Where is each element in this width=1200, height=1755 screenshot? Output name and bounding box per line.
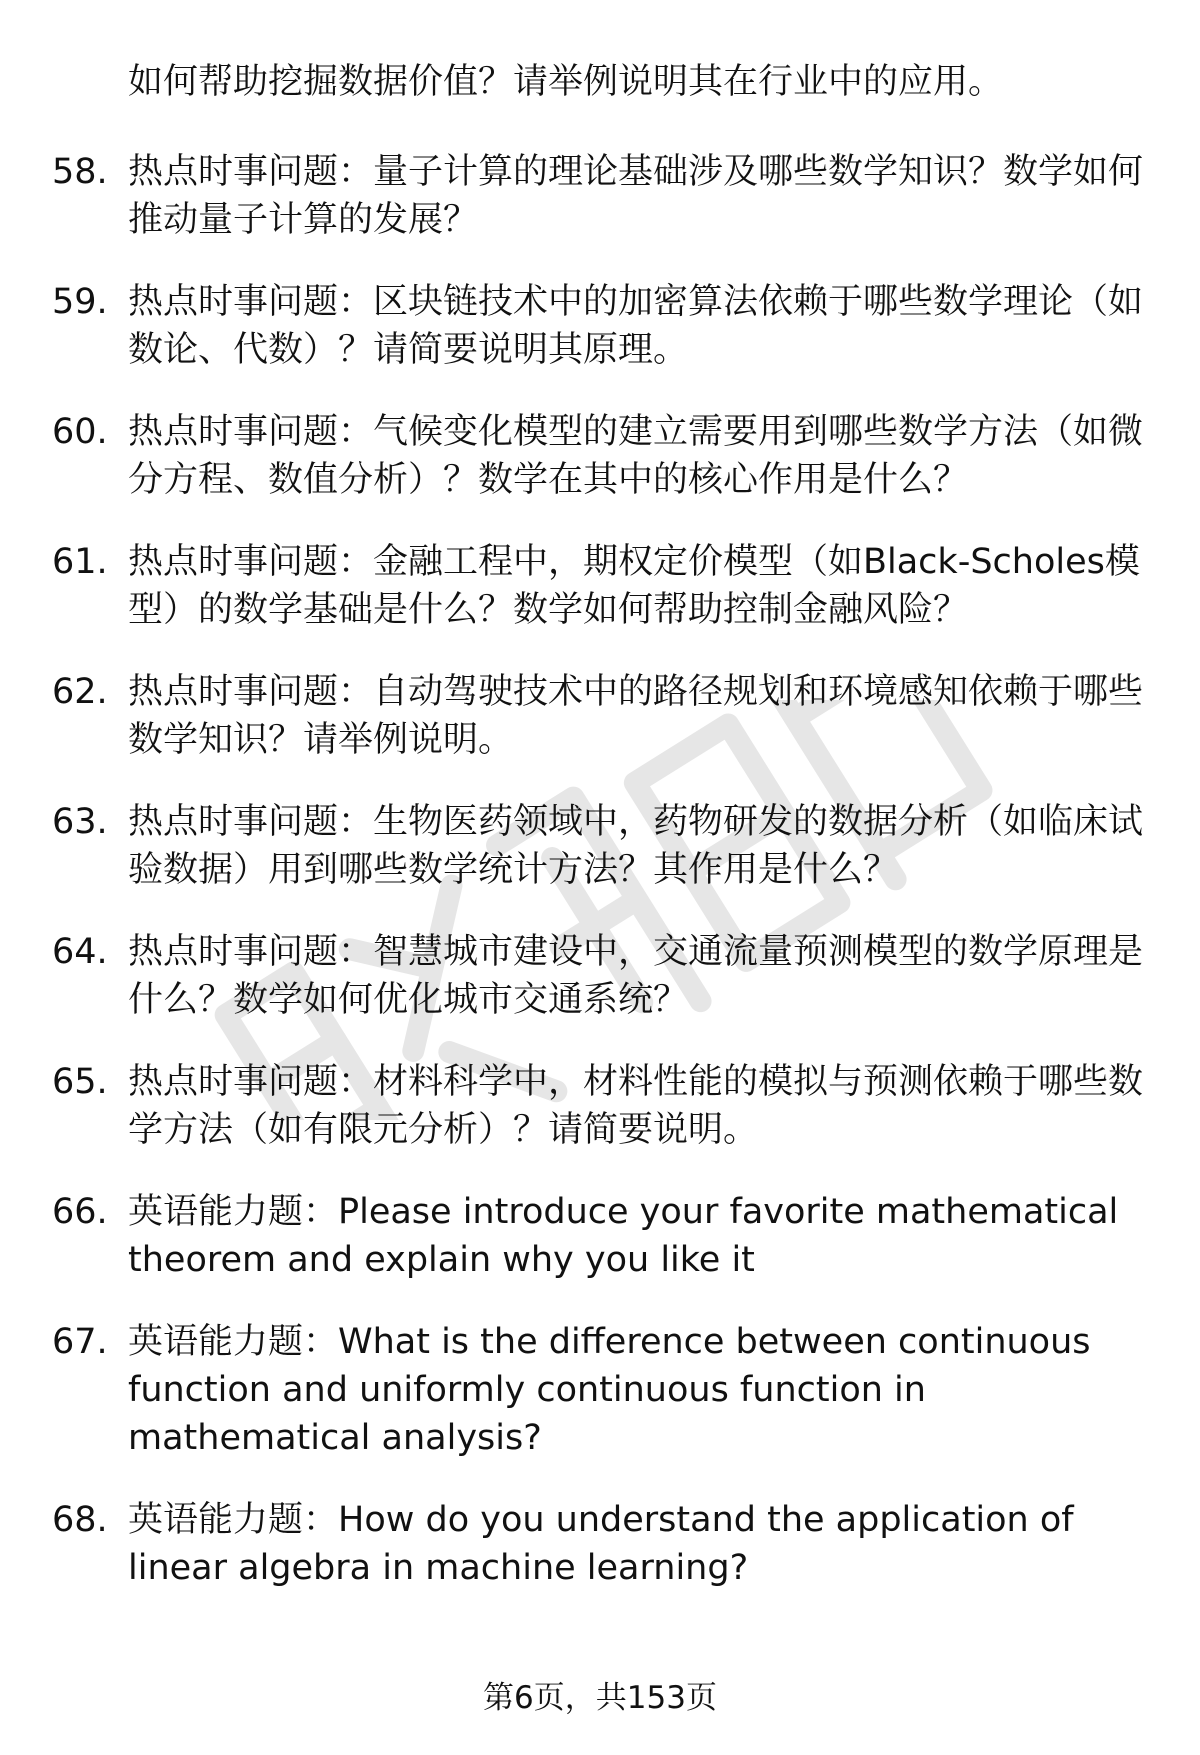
page-footer: 第6页，共153页 xyxy=(483,1680,717,1716)
question-text: 热点时事问题：气候变化模型的建立需要用到哪些数学方法（如微分方程、数值分析）？数学在其中的核心作用是什么？ xyxy=(128,412,1144,500)
question-number: 59. xyxy=(52,282,108,322)
question-number: 67. xyxy=(52,1322,108,1362)
question-number: 68. xyxy=(52,1500,108,1540)
question-text: 热点时事问题：智慧城市建设中，交通流量预测模型的数学原理是什么？数学如何优化城市交通系统？ xyxy=(128,932,1144,1020)
question-number: 58. xyxy=(52,152,108,192)
question-item xyxy=(0,148,1200,244)
question-number: 63. xyxy=(52,802,108,842)
question-item xyxy=(0,1058,1200,1154)
question-item xyxy=(0,798,1200,894)
question-item xyxy=(0,1496,1200,1592)
question-item xyxy=(0,538,1200,634)
question-list xyxy=(0,148,1200,1626)
question-number: 64. xyxy=(52,932,108,972)
question-number: 61. xyxy=(52,542,108,582)
question-text: 热点时事问题：自动驾驶技术中的路径规划和环境感知依赖于哪些数学知识？请举例说明。 xyxy=(128,672,1144,760)
question-item xyxy=(0,928,1200,1024)
question-text: 热点时事问题：区块链技术中的加密算法依赖于哪些数学理论（如数论、代数）？请简要说明其原理。 xyxy=(128,282,1144,370)
question-text: 热点时事问题：金融工程中，期权定价模型（如Black-Scholes模型）的数学基础是什么？数学如何帮助控制金融风险？ xyxy=(128,542,1140,630)
question-item xyxy=(0,668,1200,764)
question-number: 60. xyxy=(52,412,108,452)
question-text: 英语能力题：How do you understand the application of linear algebra in machine learning? xyxy=(128,1500,1074,1588)
question-item xyxy=(0,278,1200,374)
question-item xyxy=(0,1188,1200,1284)
question-text: 热点时事问题：量子计算的理论基础涉及哪些数学知识？数学如何推动量子计算的发展？ xyxy=(128,152,1144,240)
question-number: 62. xyxy=(52,672,108,712)
question-text: 英语能力题：What is the difference between continuous function and uniformly continuous function in mathematical analysis? xyxy=(128,1322,1091,1458)
question-item xyxy=(0,408,1200,504)
question-text: 热点时事问题：生物医药领域中，药物研发的数据分析（如临床试验数据）用到哪些数学统计方法？其作用是什么？ xyxy=(128,802,1144,890)
question-item xyxy=(0,1318,1200,1462)
question-number: 65. xyxy=(52,1062,108,1102)
question-text: 热点时事问题：材料科学中，材料性能的模拟与预测依赖于哪些数学方法（如有限元分析）？请简要说明。 xyxy=(128,1062,1144,1150)
question-number: 66. xyxy=(52,1192,108,1232)
question-text: 英语能力题：Please introduce your favorite mathematical theorem and explain why you like it xyxy=(128,1192,1119,1280)
continued-question-text: 如何帮助挖掘数据价值？请举例说明其在行业中的应用。 xyxy=(128,62,1004,102)
